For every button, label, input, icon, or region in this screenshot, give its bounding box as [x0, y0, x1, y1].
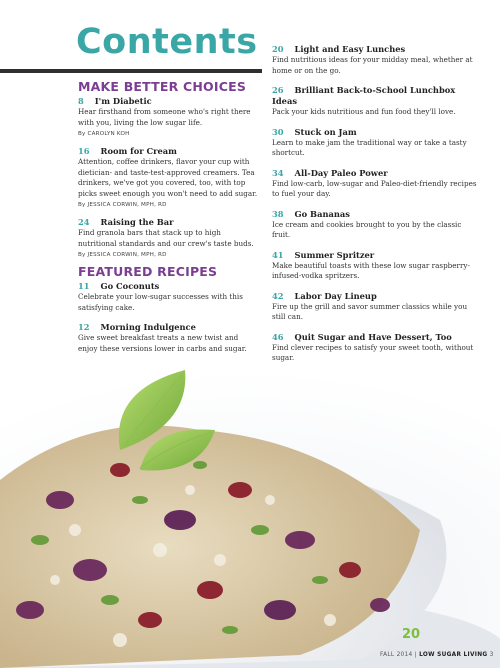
- toc-entry[interactable]: [78, 146, 258, 208]
- entry-description: Attention, coffee drinkers, flavor your cup with dietician- and taste-test-approved creamers. Tea drinkers, we've got you covered, too, with top picks sweet enough you won't need to add sugar.: [78, 157, 258, 198]
- page-number: 8: [78, 96, 84, 106]
- entry-description: Ice cream and cookies brought to you by the classic fruit.: [272, 219, 462, 239]
- entry-title: Go Coconuts: [100, 281, 160, 291]
- page-title: Contents: [76, 22, 258, 62]
- toc-entry[interactable]: [78, 96, 258, 137]
- footer-page-number: 3: [489, 652, 494, 658]
- toc-entry[interactable]: [272, 250, 477, 282]
- section-heading-featured-recipes: FEATURED RECIPES: [78, 264, 218, 279]
- entry-description: Find nutritious ideas for your midday meal, whether at home or on the go.: [272, 55, 473, 75]
- entry-description: Hear firsthand from someone who's right there with you, living the low sugar life.: [78, 107, 251, 127]
- entry-title: Light and Easy Lunches: [294, 44, 406, 54]
- entry-description: Learn to make jam the traditional way or take a tasty shortcut.: [272, 137, 467, 157]
- toc-entry[interactable]: [78, 322, 258, 354]
- page-number: 24: [78, 217, 90, 227]
- page-number: 34: [272, 167, 284, 178]
- photo-page-reference[interactable]: 20: [402, 627, 421, 642]
- page-number: 41: [272, 249, 284, 260]
- page-number: 38: [272, 208, 284, 219]
- entry-description: Find low-carb, low-sugar and Paleo-diet-friendly recipes to fuel your day.: [272, 178, 477, 198]
- toc-entry[interactable]: [272, 291, 477, 323]
- entry-title: Brilliant Back-to-School Lunchbox Ideas: [272, 85, 456, 106]
- section-heading-make-better-choices: MAKE BETTER CHOICES: [78, 79, 247, 94]
- page-number: 46: [272, 331, 284, 342]
- title-rule: [0, 69, 262, 73]
- page-number: 30: [272, 126, 284, 137]
- entry-description: Give sweet breakfast treats a new twist and enjoy these versions lower in carbs and sugar.: [78, 333, 247, 353]
- entry-title: Raising the Bar: [100, 217, 174, 227]
- entry-title: I'm Diabetic: [94, 96, 152, 106]
- toc-entry[interactable]: [272, 209, 477, 241]
- page-number: 16: [78, 146, 90, 156]
- left-column: [78, 79, 258, 363]
- entry-title: Quit Sugar and Have Dessert, Too: [294, 331, 452, 342]
- toc-entry[interactable]: [272, 127, 477, 159]
- footer-magazine: LOW SUGAR LIVING: [419, 652, 488, 658]
- entry-description: Make beautiful toasts with these low sugar raspberry-infused-vodka spritzers.: [272, 260, 470, 280]
- page-number: 42: [272, 290, 284, 301]
- entry-title: Summer Spritzer: [294, 249, 375, 260]
- entry-description: Celebrate your low-sugar successes with this satisfying cake.: [78, 292, 243, 312]
- salad-bowl-photo: [0, 370, 500, 668]
- page-number: 11: [78, 281, 90, 291]
- entry-title: Stuck on Jam: [294, 126, 357, 137]
- page-footer: [380, 652, 494, 658]
- toc-entry[interactable]: [78, 281, 258, 313]
- toc-entry[interactable]: [272, 85, 477, 118]
- page-number: 12: [78, 322, 90, 332]
- entry-description: Pack your kids nutritious and fun food they'll love.: [272, 107, 456, 116]
- footer-issue: FALL 2014: [380, 652, 413, 658]
- toc-entry[interactable]: [272, 168, 477, 200]
- entry-title: All-Day Paleo Power: [294, 167, 388, 178]
- entry-title: Labor Day Lineup: [294, 290, 377, 301]
- entry-title: Room for Cream: [100, 146, 177, 156]
- toc-entry[interactable]: [78, 217, 258, 258]
- page-number: 20: [272, 44, 284, 54]
- toc-entry[interactable]: [272, 44, 477, 76]
- entry-byline: By JESSICA CORWIN, MPH, RD: [78, 252, 167, 258]
- entry-title: Morning Indulgence: [100, 322, 196, 332]
- entry-description: Find granola bars that stack up to high nutritional standards and our crew's taste buds.: [78, 228, 254, 248]
- entry-description: Find clever recipes to satisfy your sweet tooth, without sugar.: [272, 342, 474, 362]
- entry-description: Fire up the grill and savor summer classics while you still can.: [272, 301, 468, 321]
- toc-entry[interactable]: [272, 332, 477, 364]
- entry-byline: By JESSICA CORWIN, MPH, RD: [78, 202, 167, 208]
- entry-byline: By CAROLYN KOH: [78, 131, 130, 137]
- page-number: 26: [272, 85, 284, 95]
- footer-divider: |: [414, 652, 420, 658]
- entry-title: Go Bananas: [294, 208, 350, 219]
